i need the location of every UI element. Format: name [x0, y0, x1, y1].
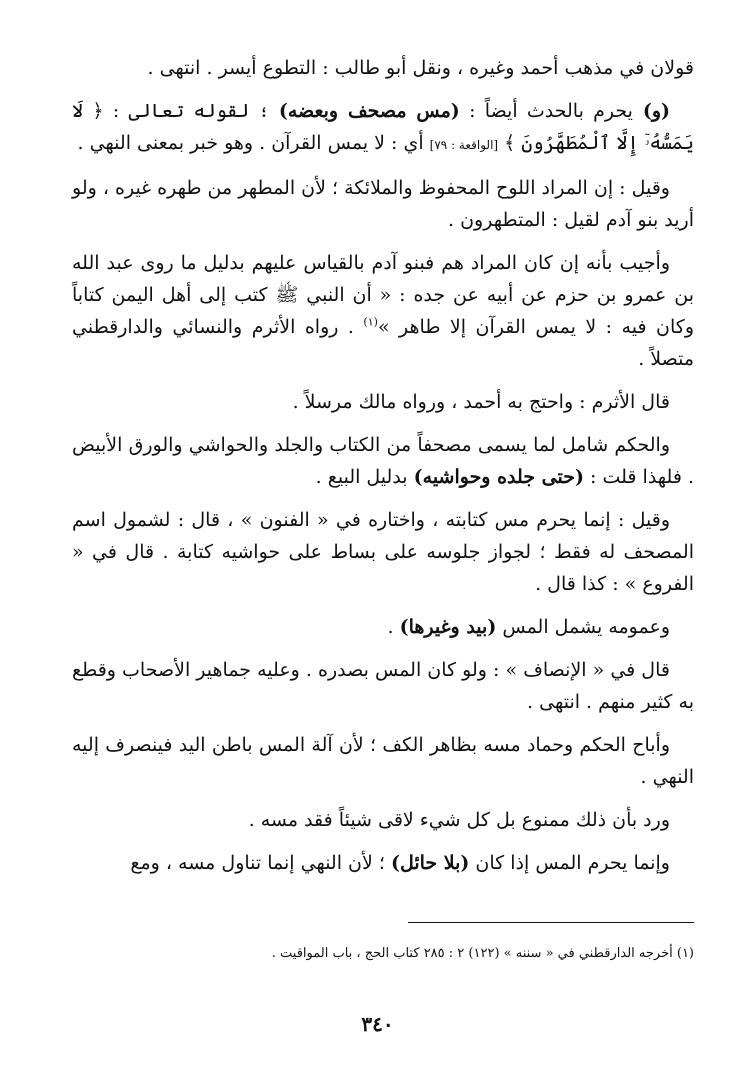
paragraph-9 [72, 654, 694, 718]
paragraph-1 [72, 52, 694, 84]
text-run: يحرم بالحدث أيضاً : [459, 100, 633, 122]
bold-phrase: (مس مصحف وبعضه) [278, 100, 460, 122]
text-run: والحكم شامل لما يسمى مصحفاً من الكتاب والجلد والحواشي والورق الأبيض . فلهذا قلت : [72, 434, 694, 488]
paragraph-12 [72, 847, 694, 879]
text-run: . رواه الأثرم والنسائي والدارقطني متصلاً . [72, 316, 694, 370]
text-run: قال في « الإنصاف » : ولو كان المس بصدره . وعليه جماهير الأصحاب وقطع به كثير منهم . انتهى . [72, 659, 694, 713]
text-run: بدليل البيع . [315, 466, 414, 488]
text-run: وإنما يحرم المس إذا كان [469, 852, 670, 874]
text-run: ورد بأن ذلك ممنوع بل كل شيء لاقى شيئاً فقد مسه . [248, 809, 670, 831]
bold-phrase: (و) [632, 100, 670, 122]
text-run: قولان في مذهب أحمد وغيره ، ونقل أبو طالب : التطوع أيسر . انتهى . [147, 57, 694, 79]
text-run: وأباح الحكم وحماد مسه بظاهر الكف ؛ لأن آلة المس باطن اليد فينصرف إليه النهي . [72, 734, 694, 788]
footnote: (١) أخرجه الدارقطني في « سننه » (١٢٢) ٢ : ٢٨٥ كتاب الحج ، باب المواقيت . [271, 946, 694, 961]
page-number: ٣٤٠ [361, 1012, 394, 1036]
paragraph-2 [72, 95, 694, 161]
text-run: ؛ لأن النهي إنما تناول مسه ، ومع [130, 852, 391, 874]
footnote-marker: (١) [363, 315, 378, 329]
text-run: ؛ لقوله تعالى : ﴿ لَا يَمَسُّهُۥٓ إِلَّا ٱلْمُطَهَّرُونَ ﴾ [72, 100, 694, 154]
paragraph-10 [72, 729, 694, 793]
bold-phrase: (حتى جلده وحواشيه) [413, 466, 584, 488]
paragraph-6 [72, 429, 694, 493]
bold-phrase: (بيد وغيرها) [399, 616, 497, 638]
text-run: . [387, 616, 400, 638]
paragraph-3 [72, 172, 694, 236]
text-run: وأجيب بأنه إن كان المراد هم فبنو آدم بالقياس عليهم بدليل ما روى عبد الله بن عمرو بن حزم عن أبيه عن جده : « أن النبي ﷺ كتب إلى أهل اليمن كتاباً وكان فيه : لا يمس القرآن إلا طاهر » [72, 252, 694, 338]
text-run: قال الأثرم : واحتج به أحمد ، ورواه مالك مرسلاً . [292, 391, 670, 413]
paragraph-4 [72, 247, 694, 375]
text-run: أي : لا يمس القرآن . وهو خبر بمعنى النهي . [77, 132, 430, 154]
bold-phrase: (بلا حائل) [390, 852, 470, 874]
citation: [الواقعة : ٧٩] [429, 138, 499, 152]
footnote-divider [408, 922, 694, 923]
text-run: وقيل : إنما يحرم مس كتابته ، واختاره في « الفنون » ، قال : لشمول اسم المصحف له فقط ؛ لجواز جلوسه على بساط على حواشيه كتابة . قال في « الفروع » : كذا قال . [72, 509, 694, 595]
text-run: وعمومه يشمل المس [496, 616, 670, 638]
page-body [72, 52, 694, 890]
text-run: وقيل : إن المراد اللوح المحفوظ والملائكة ؛ لأن المطهر من طهره غيره ، ولو أريد بنو آدم لقيل : المتطهرون . [72, 177, 694, 231]
paragraph-5 [72, 386, 694, 418]
paragraph-11 [72, 804, 694, 836]
paragraph-7 [72, 504, 694, 600]
paragraph-8 [72, 611, 694, 643]
